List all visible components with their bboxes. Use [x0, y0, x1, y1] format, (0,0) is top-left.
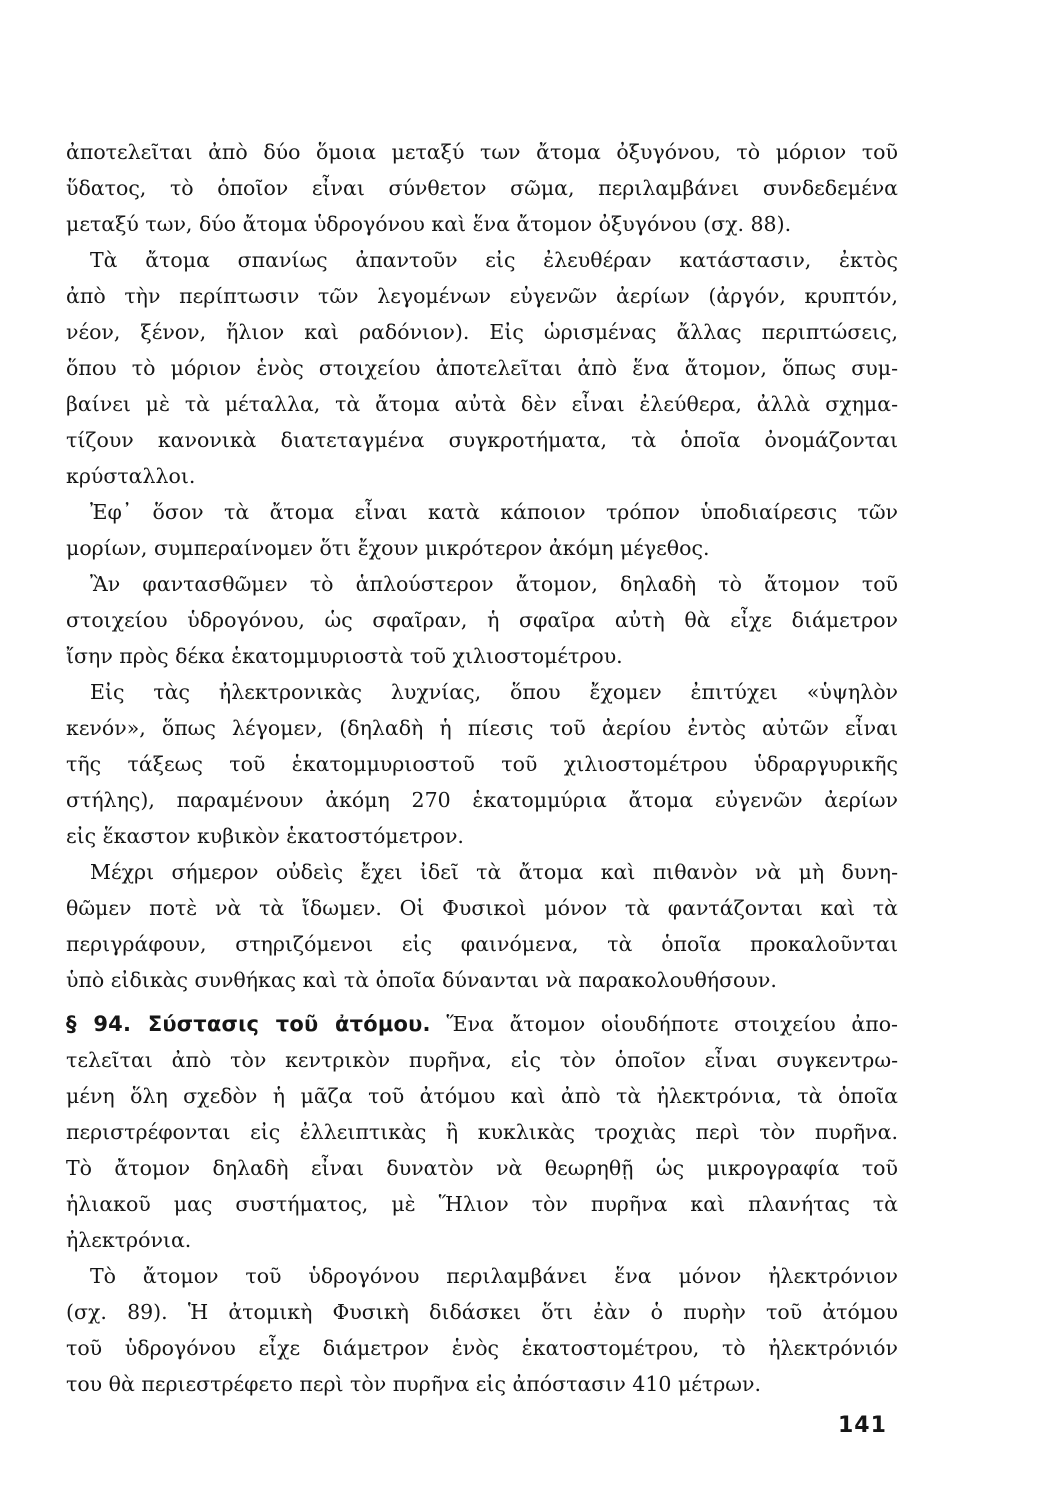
text-line: τίζουν κανονικὰ διατεταγμένα συγκροτήματα, τὰ ὁποῖα ὀνομάζονται: [66, 428, 898, 452]
paragraph-first-line: Ἂν φαντασθῶμεν τὸ ἁπλούστερον ἄτομον, δηλαδὴ τὸ ἄτομον τοῦ: [90, 572, 898, 596]
section-heading: § 94. Σύστασις τοῦ ἀτόμου.: [66, 1012, 431, 1036]
text-line: ἀπὸ τὴν περίπτωσιν τῶν λεγομένων εὐγενῶν ἀερίων (ἀργόν, κρυπτόν,: [66, 284, 898, 308]
text-line: τῆς τάξεως τοῦ ἑκατομμυριοστοῦ τοῦ χιλιοστομέτρου ὑδραργυρικῆς: [66, 752, 898, 776]
text-line: ἠλεκτρόνια.: [66, 1228, 192, 1252]
text-line: ὑπὸ εἰδικὰς συνθήκας καὶ τὰ ὁποῖα δύνανται νὰ παρακολουθήσουν.: [66, 968, 777, 992]
text-line: ἡλιακοῦ μας συστήματος, μὲ Ἥλιον τὸν πυρῆνα καὶ πλανήτας τὰ: [66, 1192, 898, 1216]
paragraph-first-line: Μέχρι σήμερον οὐδεὶς ἔχει ἰδεῖ τὰ ἄτομα καὶ πιθανὸν νὰ μὴ δυνη-: [90, 860, 898, 884]
text-line: τοῦ ὑδρογόνου εἶχε διάμετρον ἑνὸς ἑκατοστομέτρου, τὸ ἠλεκτρόνιόν: [66, 1336, 898, 1360]
text-line: θῶμεν ποτὲ νὰ τὰ ἴδωμεν. Οἱ Φυσικοὶ μόνον τὰ φαντάζονται καὶ τὰ: [66, 896, 898, 920]
text-line: ὅπου τὸ μόριον ἑνὸς στοιχείου ἀποτελεῖται ἀπὸ ἕνα ἄτομον, ὅπως συμ-: [66, 356, 898, 380]
text-line: μεταξύ των, δύο ἄτομα ὑδρογόνου καὶ ἕνα ἄτομον ὀξυγόνου (σχ. 88).: [66, 212, 792, 236]
text-line: Τὸ ἄτομον δηλαδὴ εἶναι δυνατὸν νὰ θεωρηθῇ ὡς μικρογραφία τοῦ: [66, 1156, 898, 1180]
paragraph-first-line: Ἐφ᾽ ὅσον τὰ ἄτομα εἶναι κατὰ κάποιον τρόπον ὑποδιαίρεσις τῶν: [90, 500, 898, 524]
text-line: εἰς ἕκαστον κυβικὸν ἑκατοστόμετρον.: [66, 824, 464, 848]
paragraph-first-line: Εἰς τὰς ἠλεκτρονικὰς λυχνίας, ὅπου ἔχομεν ἐπιτύχει «ὑψηλὸν: [90, 680, 898, 704]
text-block-section-94: [66, 1006, 898, 1402]
text-line: ἀποτελεῖται ἀπὸ δύο ὅμοια μεταξύ των ἄτομα ὀξυγόνου, τὸ μόριον τοῦ: [66, 140, 898, 164]
text-line: στήλης), παραμένουν ἀκόμη 270 ἑκατομμύρια ἄτομα εὐγενῶν ἀερίων: [66, 788, 898, 812]
text-line: του θὰ περιεστρέφετο περὶ τὸν πυρῆνα εἰς ἀπόστασιν 410 μέτρων.: [66, 1372, 761, 1396]
text-block-top: [66, 134, 898, 998]
text-line: μένη ὅλη σχεδὸν ἡ μᾶζα τοῦ ἀτόμου καὶ ἀπὸ τὰ ἠλεκτρόνια, τὰ ὁποῖα: [66, 1084, 898, 1108]
text-line: ἴσην πρὸς δέκα ἑκατομμυριοστὰ τοῦ χιλιοστομέτρου.: [66, 644, 623, 668]
text-line: μορίων, συμπεραίνομεν ὅτι ἔχουν μικρότερον ἀκόμη μέγεθος.: [66, 536, 710, 560]
text-line: ὕδατος, τὸ ὁποῖον εἶναι σύνθετον σῶμα, περιλαμβάνει συνδεδεμένα: [66, 176, 898, 200]
paragraph-first-line: Τὰ ἄτομα σπανίως ἀπαντοῦν εἰς ἐλευθέραν κατάστασιν, ἐκτὸς: [90, 248, 898, 272]
text-line: νέον, ξένον, ἥλιον καὶ ραδόνιον). Εἰς ὡρισμένας ἄλλας περιπτώσεις,: [66, 320, 898, 344]
text-line: κρύσταλλοι.: [66, 464, 196, 488]
text-line: περιστρέφονται εἰς ἐλλειπτικὰς ἢ κυκλικὰς τροχιὰς περὶ τὸν πυρῆνα.: [66, 1120, 898, 1144]
section-heading-rest: Ἕνα ἄτομον οἱουδήποτε στοιχείου ἀπο-: [430, 1012, 898, 1036]
section-heading-line: [66, 1006, 898, 1042]
text-line: τελεῖται ἀπὸ τὸν κεντρικὸν πυρῆνα, εἰς τὸν ὁποῖον εἶναι συγκεντρω-: [66, 1048, 898, 1072]
text-line: βαίνει μὲ τὰ μέταλλα, τὰ ἄτομα αὐτὰ δὲν εἶναι ἐλεύθερα, ἀλλὰ σχημα-: [66, 392, 898, 416]
text-line: στοιχείου ὑδρογόνου, ὡς σφαῖραν, ἡ σφαῖρα αὐτὴ θὰ εἶχε διάμετρον: [66, 608, 898, 632]
text-line: περιγράφουν, στηριζόμενοι εἰς φαινόμενα, τὰ ὁποῖα προκαλοῦνται: [66, 932, 898, 956]
text-line: (σχ. 89). Ἡ ἀτομικὴ Φυσικὴ διδάσκει ὅτι ἐὰν ὁ πυρὴν τοῦ ἀτόμου: [66, 1300, 898, 1324]
page-number: 141: [838, 1413, 887, 1438]
text-line: κενόν», ὅπως λέγομεν, (δηλαδὴ ἡ πίεσις τοῦ ἀερίου ἐντὸς αὐτῶν εἶναι: [66, 716, 898, 740]
paragraph-first-line: Τὸ ἄτομον τοῦ ὑδρογόνου περιλαμβάνει ἕνα μόνον ἠλεκτρόνιον: [90, 1264, 898, 1288]
